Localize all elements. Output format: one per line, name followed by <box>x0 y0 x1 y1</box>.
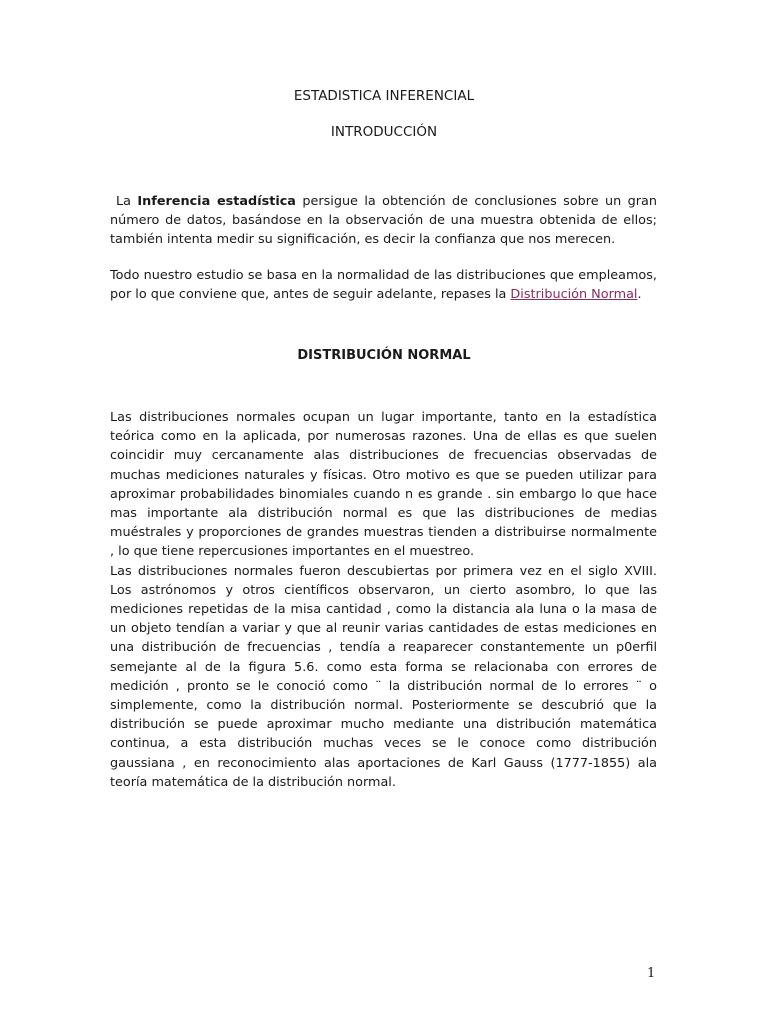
distribucion-normal-link[interactable]: Distribución Normal <box>510 287 638 303</box>
normality-text: Todo nuestro estudio se basa en la normalidad de las distribuciones que empleamos, por lo que conviene que, antes de seguir adelante, repases la <box>110 268 657 303</box>
body-paragraph-2: Las distribuciones normales fueron descubiertas por primera vez en el siglo XVIII. Los astrónomos y otros científicos observaron, un cierto asombro, lo que las mediciones repetidas de la misa cantidad , como la distancia ala luna o la masa de un objeto tendían a variar y que al reunir varias cantidades de estas mediciones en una distribución de frecuencias , tendía a reaparecer constantemente un p0erfil semejante al de la figura 5.6. como esta forma se relacionaba con errores de medición , pronto se le conoció como ¨ la distribución normal de lo errores ¨ o simplemente, como la distribución normal. Posteriormente se descubrió que la distribución se puede aproximar mucho mediante una distribución matemática continua, a esta distribución muchas veces se le conoce como distribución gaussiana , en reconocimiento alas aportaciones de Karl Gauss (1777-1855) ala teoría matemática de la distribución normal. <box>110 563 657 790</box>
intro-lead: La <box>116 194 138 209</box>
normality-end: . <box>637 287 642 303</box>
page-number: 1 <box>647 966 656 981</box>
normality-paragraph <box>110 266 657 304</box>
document-title: ESTADISTICA INFERENCIAL <box>293 88 475 104</box>
body-paragraph-1: Las distribuciones normales ocupan un lugar importante, tanto en la estadística teórica como en la aplicada, por numerosas razones. Una de ellas es que suelen coincidir muy cercanamente alas distribuciones de frecuencias observadas de muchas mediciones naturales y físicas. Otro motivo es que se pueden utilizar para aproximar probabilidades binomiales cuando n es grande . sin embargo lo que hace mas importante ala distribución normal es que las distribuciones de medias muéstrales y proporciones de grandes muestras tienden a distribuirse normalmente , lo que tiene repercusiones importantes en el muestreo. <box>110 410 657 560</box>
intro-bold-term: Inferencia estadística <box>137 194 296 209</box>
section-heading: DISTRIBUCIÓN NORMAL <box>297 348 471 363</box>
document-subtitle: INTRODUCCIÓN <box>330 124 438 140</box>
intro-paragraph <box>110 192 657 250</box>
intro-rest: persigue la obtención de conclusiones sobre un gran número de datos, basándose en la observación de una muestra obtenida de ellos; también intenta medir su significación, es decir la confianza que nos merecen. <box>110 194 658 248</box>
body-text <box>110 408 657 792</box>
